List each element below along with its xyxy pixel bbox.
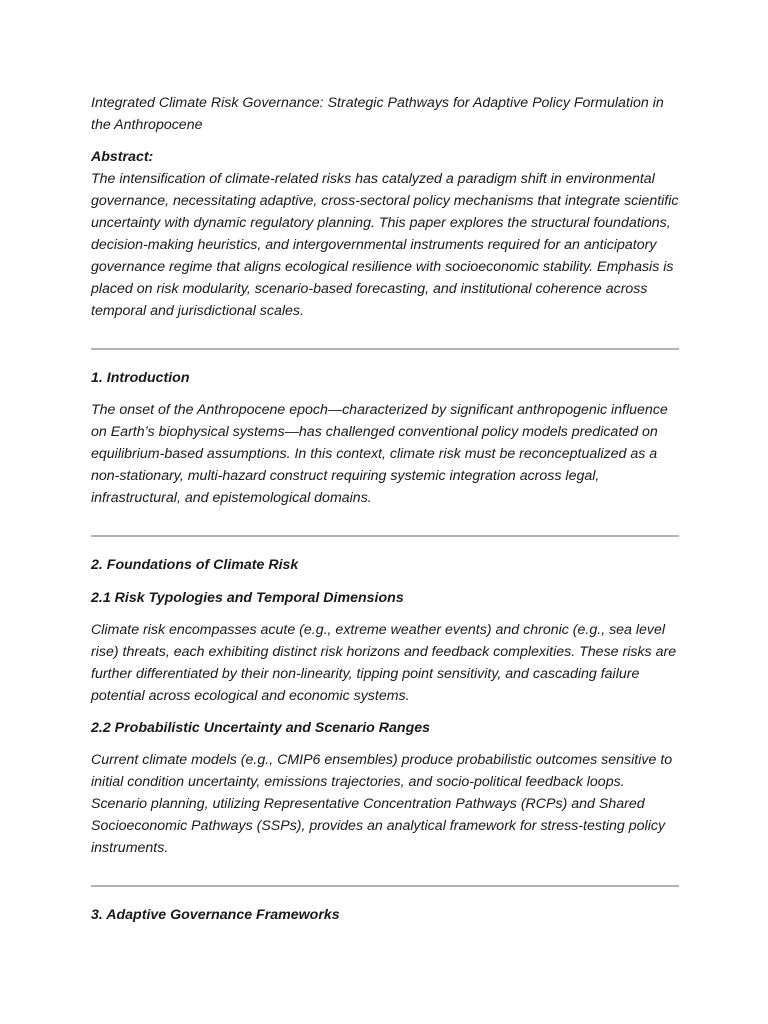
section-divider — [91, 885, 679, 887]
section-divider — [91, 348, 679, 350]
section-heading-foundations: 2. Foundations of Climate Risk — [91, 557, 299, 573]
section-heading-adaptive-governance: 3. Adaptive Governance Frameworks — [91, 907, 340, 923]
section-heading-introduction: 1. Introduction — [91, 370, 190, 386]
probabilistic-uncertainty-paragraph: Current climate models (e.g., CMIP6 ensembles) produce probabilistic outcomes sensitive to initial condition uncertainty, emissions trajectories, and socio-political feedback loops. Scenario planning, utilizing Representative Concentration Pathways (RCPs) and Shared Socioeconomic Pathways (SSPs), provides an analytical framework for stress-testing policy instruments. — [91, 752, 673, 856]
risk-typologies-paragraph: Climate risk encompasses acute (e.g., extreme weather events) and chronic (e.g., sea level rise) threats, each exhibiting distinct risk horizons and feedback complexities. These risks are further differentiated by their non-linearity, tipping point sensitivity, and cascading failure potential across ecological and economic systems. — [91, 622, 677, 704]
section-divider — [91, 535, 679, 537]
document-title: Integrated Climate Risk Governance: Strategic Pathways for Adaptive Policy Formulation in the Anthropocene — [91, 95, 664, 133]
subsection-heading-probabilistic-uncertainty: 2.2 Probabilistic Uncertainty and Scenario Ranges — [91, 720, 431, 736]
introduction-paragraph: The onset of the Anthropocene epoch—characterized by significant anthropogenic influence on Earth’s biophysical systems—has challenged conventional policy models predicated on equilibrium-based assumptions. In this context, climate risk must be reconceptualized as a non-stationary, multi-hazard construct requiring systemic integration across legal, infrastructural, and epistemological domains. — [91, 402, 668, 506]
subsection-heading-risk-typologies: 2.1 Risk Typologies and Temporal Dimensions — [91, 590, 404, 606]
abstract-label: Abstract: — [91, 149, 154, 165]
document-content — [91, 92, 679, 926]
abstract-text: The intensification of climate-related risks has catalyzed a paradigm shift in environmental governance, necessitating adaptive, cross-sectoral policy mechanisms that integrate scientific uncertainty with dynamic regulatory planning. This paper explores the structural foundations, decision-making heuristics, and intergovernmental instruments required for an anticipatory governance regime that aligns ecological resilience with socioeconomic stability. Emphasis is placed on risk modularity, scenario-based forecasting, and institutional coherence across temporal and jurisdictional scales. — [91, 171, 679, 319]
